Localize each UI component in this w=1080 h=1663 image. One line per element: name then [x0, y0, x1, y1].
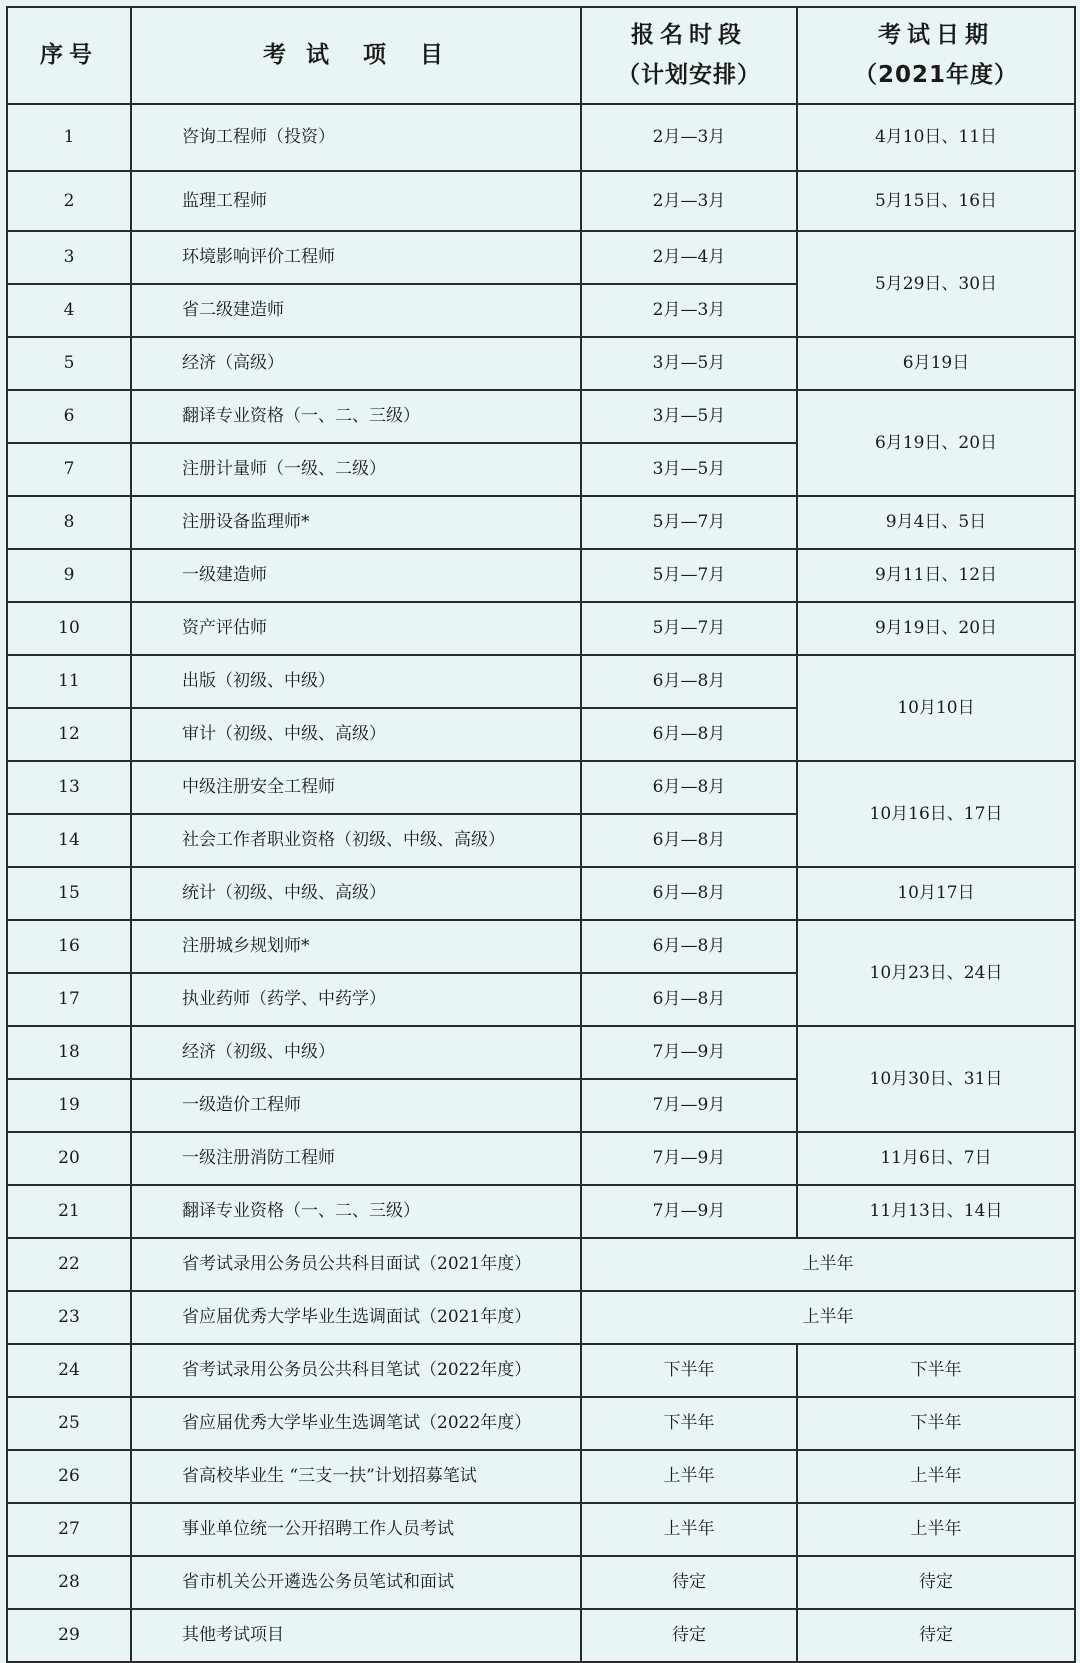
row-number: 12 [7, 708, 131, 761]
exam-schedule-table [6, 6, 1076, 1663]
exam-schedule [6, 6, 1074, 1663]
table-row [7, 602, 1075, 655]
row-number: 4 [7, 284, 131, 337]
table-row [7, 1026, 1075, 1079]
exam-date: 10月17日 [797, 867, 1075, 920]
exam-item: 省高校毕业生 “三支一扶”计划招募笔试 [131, 1450, 581, 1503]
row-number: 22 [7, 1238, 131, 1291]
row-number: 20 [7, 1132, 131, 1185]
exam-item: 社会工作者职业资格（初级、中级、高级） [131, 814, 581, 867]
registration-period: 6月—8月 [581, 867, 797, 920]
row-number: 3 [7, 231, 131, 284]
exam-item: 翻译专业资格（一、二、三级） [131, 390, 581, 443]
registration-period: 6月—8月 [581, 655, 797, 708]
exam-item: 中级注册安全工程师 [131, 761, 581, 814]
registration-period: 5月—7月 [581, 496, 797, 549]
exam-date: 9月11日、12日 [797, 549, 1075, 602]
registration-period: 6月—8月 [581, 814, 797, 867]
merged-period: 上半年 [581, 1291, 1075, 1344]
exam-date: 9月19日、20日 [797, 602, 1075, 655]
table-row [7, 1609, 1075, 1662]
row-number: 1 [7, 104, 131, 171]
row-number: 23 [7, 1291, 131, 1344]
table-row [7, 761, 1075, 814]
exam-item: 一级注册消防工程师 [131, 1132, 581, 1185]
header-item: 考 试 项 目 [131, 7, 581, 104]
exam-item: 经济（初级、中级） [131, 1026, 581, 1079]
row-number: 29 [7, 1609, 131, 1662]
table-row [7, 1132, 1075, 1185]
exam-item: 审计（初级、中级、高级） [131, 708, 581, 761]
row-number: 5 [7, 337, 131, 390]
exam-item: 一级造价工程师 [131, 1079, 581, 1132]
header-exam-date: 考试日期 （2021年度） [797, 7, 1075, 104]
registration-period: 5月—7月 [581, 549, 797, 602]
exam-date: 待定 [797, 1609, 1075, 1662]
row-number: 26 [7, 1450, 131, 1503]
table-header-row [7, 7, 1075, 104]
exam-item: 省考试录用公务员公共科目面试（2021年度） [131, 1238, 581, 1291]
row-number: 11 [7, 655, 131, 708]
registration-period: 上半年 [581, 1503, 797, 1556]
row-number: 15 [7, 867, 131, 920]
exam-date: 10月30日、31日 [797, 1026, 1075, 1132]
row-number: 28 [7, 1556, 131, 1609]
table-row [7, 1344, 1075, 1397]
registration-period: 3月—5月 [581, 337, 797, 390]
row-number: 7 [7, 443, 131, 496]
row-number: 9 [7, 549, 131, 602]
table-row [7, 390, 1075, 443]
row-number: 25 [7, 1397, 131, 1450]
exam-item: 注册城乡规划师* [131, 920, 581, 973]
exam-item: 出版（初级、中级） [131, 655, 581, 708]
merged-period: 上半年 [581, 1238, 1075, 1291]
exam-date: 下半年 [797, 1344, 1075, 1397]
table-row [7, 1238, 1075, 1291]
table-row [7, 655, 1075, 708]
exam-item: 省市机关公开遴选公务员笔试和面试 [131, 1556, 581, 1609]
row-number: 17 [7, 973, 131, 1026]
exam-date: 上半年 [797, 1503, 1075, 1556]
header-index: 序号 [7, 7, 131, 104]
row-number: 13 [7, 761, 131, 814]
table-row [7, 171, 1075, 231]
registration-period: 6月—8月 [581, 761, 797, 814]
row-number: 14 [7, 814, 131, 867]
registration-period: 6月—8月 [581, 973, 797, 1026]
row-number: 10 [7, 602, 131, 655]
table-row [7, 867, 1075, 920]
registration-period: 2月—3月 [581, 284, 797, 337]
table-row [7, 920, 1075, 973]
table-row [7, 496, 1075, 549]
table-row [7, 1503, 1075, 1556]
registration-period: 7月—9月 [581, 1079, 797, 1132]
row-number: 27 [7, 1503, 131, 1556]
exam-item: 翻译专业资格（一、二、三级） [131, 1185, 581, 1238]
registration-period: 3月—5月 [581, 443, 797, 496]
exam-date: 10月23日、24日 [797, 920, 1075, 1026]
exam-item: 咨询工程师（投资） [131, 104, 581, 171]
exam-item: 注册计量师（一级、二级） [131, 443, 581, 496]
exam-item: 执业药师（药学、中药学） [131, 973, 581, 1026]
exam-date: 9月4日、5日 [797, 496, 1075, 549]
row-number: 8 [7, 496, 131, 549]
row-number: 18 [7, 1026, 131, 1079]
exam-date: 上半年 [797, 1450, 1075, 1503]
table-row [7, 337, 1075, 390]
exam-item: 环境影响评价工程师 [131, 231, 581, 284]
exam-item: 一级建造师 [131, 549, 581, 602]
registration-period: 7月—9月 [581, 1185, 797, 1238]
exam-item: 省应届优秀大学毕业生选调笔试（2022年度） [131, 1397, 581, 1450]
exam-date: 6月19日、20日 [797, 390, 1075, 496]
registration-period: 待定 [581, 1556, 797, 1609]
exam-item: 注册设备监理师* [131, 496, 581, 549]
exam-item: 监理工程师 [131, 171, 581, 231]
registration-period: 下半年 [581, 1397, 797, 1450]
registration-period: 2月—3月 [581, 171, 797, 231]
exam-date: 4月10日、11日 [797, 104, 1075, 171]
exam-item: 其他考试项目 [131, 1609, 581, 1662]
table-row [7, 104, 1075, 171]
header-registration: 报名时段 （计划安排） [581, 7, 797, 104]
registration-period: 2月—4月 [581, 231, 797, 284]
table-row [7, 1397, 1075, 1450]
exam-date: 待定 [797, 1556, 1075, 1609]
exam-item: 经济（高级） [131, 337, 581, 390]
table-row [7, 1291, 1075, 1344]
registration-period: 上半年 [581, 1450, 797, 1503]
table-row [7, 231, 1075, 284]
registration-period: 6月—8月 [581, 920, 797, 973]
registration-period: 3月—5月 [581, 390, 797, 443]
exam-date: 11月13日、14日 [797, 1185, 1075, 1238]
registration-period: 7月—9月 [581, 1026, 797, 1079]
exam-date: 5月29日、30日 [797, 231, 1075, 337]
exam-item: 统计（初级、中级、高级） [131, 867, 581, 920]
row-number: 16 [7, 920, 131, 973]
exam-date: 下半年 [797, 1397, 1075, 1450]
exam-item: 省应届优秀大学毕业生选调面试（2021年度） [131, 1291, 581, 1344]
registration-period: 下半年 [581, 1344, 797, 1397]
row-number: 21 [7, 1185, 131, 1238]
registration-period: 6月—8月 [581, 708, 797, 761]
table-row [7, 1556, 1075, 1609]
exam-item: 省考试录用公务员公共科目笔试（2022年度） [131, 1344, 581, 1397]
registration-period: 5月—7月 [581, 602, 797, 655]
exam-item: 事业单位统一公开招聘工作人员考试 [131, 1503, 581, 1556]
exam-date: 5月15日、16日 [797, 171, 1075, 231]
registration-period: 待定 [581, 1609, 797, 1662]
exam-item: 省二级建造师 [131, 284, 581, 337]
registration-period: 2月—3月 [581, 104, 797, 171]
registration-period: 7月—9月 [581, 1132, 797, 1185]
table-row [7, 1185, 1075, 1238]
exam-item: 资产评估师 [131, 602, 581, 655]
row-number: 2 [7, 171, 131, 231]
table-row [7, 1450, 1075, 1503]
table-row [7, 549, 1075, 602]
row-number: 6 [7, 390, 131, 443]
exam-date: 11月6日、7日 [797, 1132, 1075, 1185]
row-number: 24 [7, 1344, 131, 1397]
exam-date: 10月16日、17日 [797, 761, 1075, 867]
exam-date: 6月19日 [797, 337, 1075, 390]
exam-date: 10月10日 [797, 655, 1075, 761]
row-number: 19 [7, 1079, 131, 1132]
